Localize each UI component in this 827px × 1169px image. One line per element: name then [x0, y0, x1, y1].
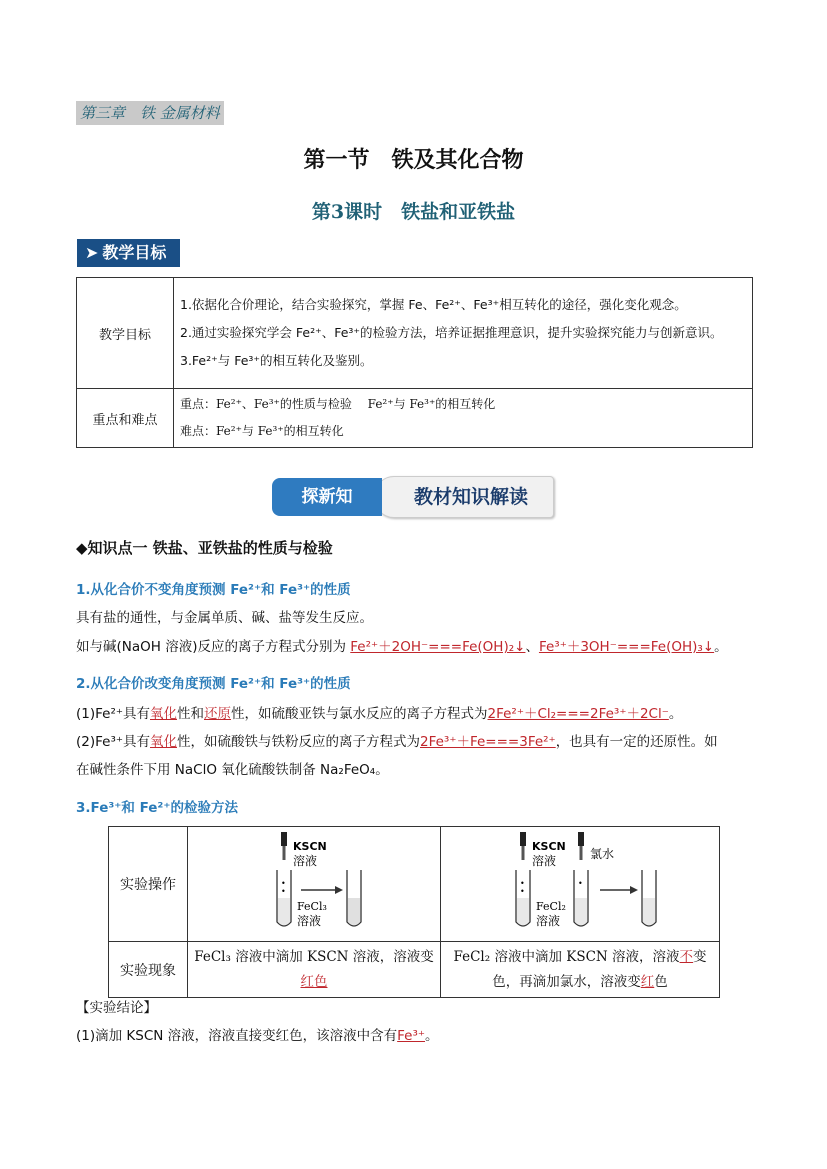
left-phenomenon: FeCl₃ 溶液中滴加 KSCN 溶液，溶液变 红色: [188, 942, 441, 998]
left-reagent2: 溶液: [293, 854, 318, 868]
svg-text:•: •: [520, 879, 525, 888]
goal-table: [76, 277, 753, 448]
chapter-label: 第三章 铁 金属材料: [76, 101, 224, 125]
svg-text:•: •: [281, 879, 286, 888]
goal-badge: ➤ 教学目标: [77, 239, 180, 267]
s1-line1: 具有盐的通性，与金属单质、碱、盐等发生反应。: [76, 610, 373, 626]
s2-line2: (2)Fe³⁺具有氧化性，如硫酸铁与铁粉反应的离子方程式为2Fe³⁺＋Fe===3Fe²⁺，也具有一定的还原性。如: [76, 734, 718, 750]
arrow-icon: ➤: [85, 243, 99, 262]
knowledge-point-title: ◆知识点一 铁盐、亚铁盐的性质与检验: [76, 539, 333, 557]
section-3-title: 3.Fe³⁺和 Fe²⁺的检验方法: [76, 800, 238, 816]
ph-header: 实验现象: [109, 942, 188, 998]
experiment-table: [108, 826, 720, 998]
section-title: 第一节 铁及其化合物: [303, 148, 524, 173]
right-solution: FeCl₂: [536, 900, 566, 913]
banner-left: 探新知: [272, 478, 382, 516]
right-reagent: KSCN: [532, 840, 566, 853]
eq-fe2-cl2: 2Fe²⁺＋Cl₂===2Fe³⁺＋2Cl⁻: [487, 706, 669, 722]
right-diagram-cell: [441, 827, 720, 942]
conclusion-title: 【实验结论】: [76, 1000, 157, 1016]
left-solution: FeCl₃: [297, 900, 327, 913]
banner-right: 教材知识解读: [374, 476, 554, 518]
eq-fe3-oh: Fe³⁺＋3OH⁻===Fe(OH)₃↓: [538, 639, 715, 655]
eq-fe3-fe: 2Fe³⁺＋Fe===3Fe²⁺: [420, 734, 556, 750]
section-banner: [272, 476, 554, 518]
left-solution2: 溶液: [297, 914, 322, 928]
svg-text:•: •: [520, 887, 525, 896]
left-diagram-cell: [188, 827, 441, 942]
right-extra: 氯水: [590, 847, 615, 861]
right-experiment-diagram: [442, 828, 718, 936]
eq-fe2-oh: Fe²⁺＋2OH⁻===Fe(OH)₂↓: [350, 639, 526, 655]
key-content: 重点：Fe²⁺、Fe³⁺的性质与检验 Fe²⁺与 Fe³⁺的相互转化 难点：Fe²⁺与 Fe³⁺的相互转化: [174, 389, 753, 448]
goal-header: 教学目标: [77, 278, 174, 389]
conclusion-1: (1)滴加 KSCN 溶液，溶液直接变红色，该溶液中含有Fe³⁺。: [76, 1028, 439, 1044]
section-1-title: 1.从化合价不变角度预测 Fe²⁺和 Fe³⁺的性质: [76, 582, 351, 598]
section-2-title: 2.从化合价改变角度预测 Fe²⁺和 Fe³⁺的性质: [76, 676, 351, 692]
svg-text:•: •: [281, 887, 286, 896]
right-reagent2: 溶液: [532, 854, 557, 868]
s1-line2: 如与碱(NaOH 溶液)反应的离子方程式分别为 Fe²⁺＋2OH⁻===Fe(OH)₂↓、Fe³⁺＋3OH⁻===Fe(OH)₃↓。: [76, 639, 728, 655]
lesson-title: 第3课时 铁盐和亚铁盐: [311, 201, 516, 223]
op-header: 实验操作: [109, 827, 188, 942]
svg-text:•: •: [578, 879, 583, 888]
s2-line3: 在碱性条件下用 NaClO 氧化硫酸铁制备 Na₂FeO₄。: [76, 762, 389, 778]
s2-line1: (1)Fe²⁺具有氧化性和还原性，如硫酸亚铁与氯水反应的离子方程式为2Fe²⁺＋Cl₂===2Fe³⁺＋2Cl⁻。: [76, 706, 683, 722]
key-header: 重点和难点: [77, 389, 174, 448]
goal-content: 1.依据化合价理论，结合实验探究，掌握 Fe、Fe²⁺、Fe³⁺相互转化的途径，强化变化观念。 2.通过实验探究学会 Fe²⁺、Fe³⁺的检验方法，培养证据推理意识，提升实验探究能力与创新意识。 3.Fe²⁺与 Fe³⁺的相互转化及鉴别。: [174, 278, 753, 389]
left-experiment-diagram: [189, 828, 439, 936]
right-solution2: 溶液: [536, 914, 561, 928]
right-phenomenon: FeCl₂ 溶液中滴加 KSCN 溶液，溶液不变 色，再滴加氯水，溶液变红色: [441, 942, 720, 998]
left-reagent: KSCN: [293, 840, 327, 853]
